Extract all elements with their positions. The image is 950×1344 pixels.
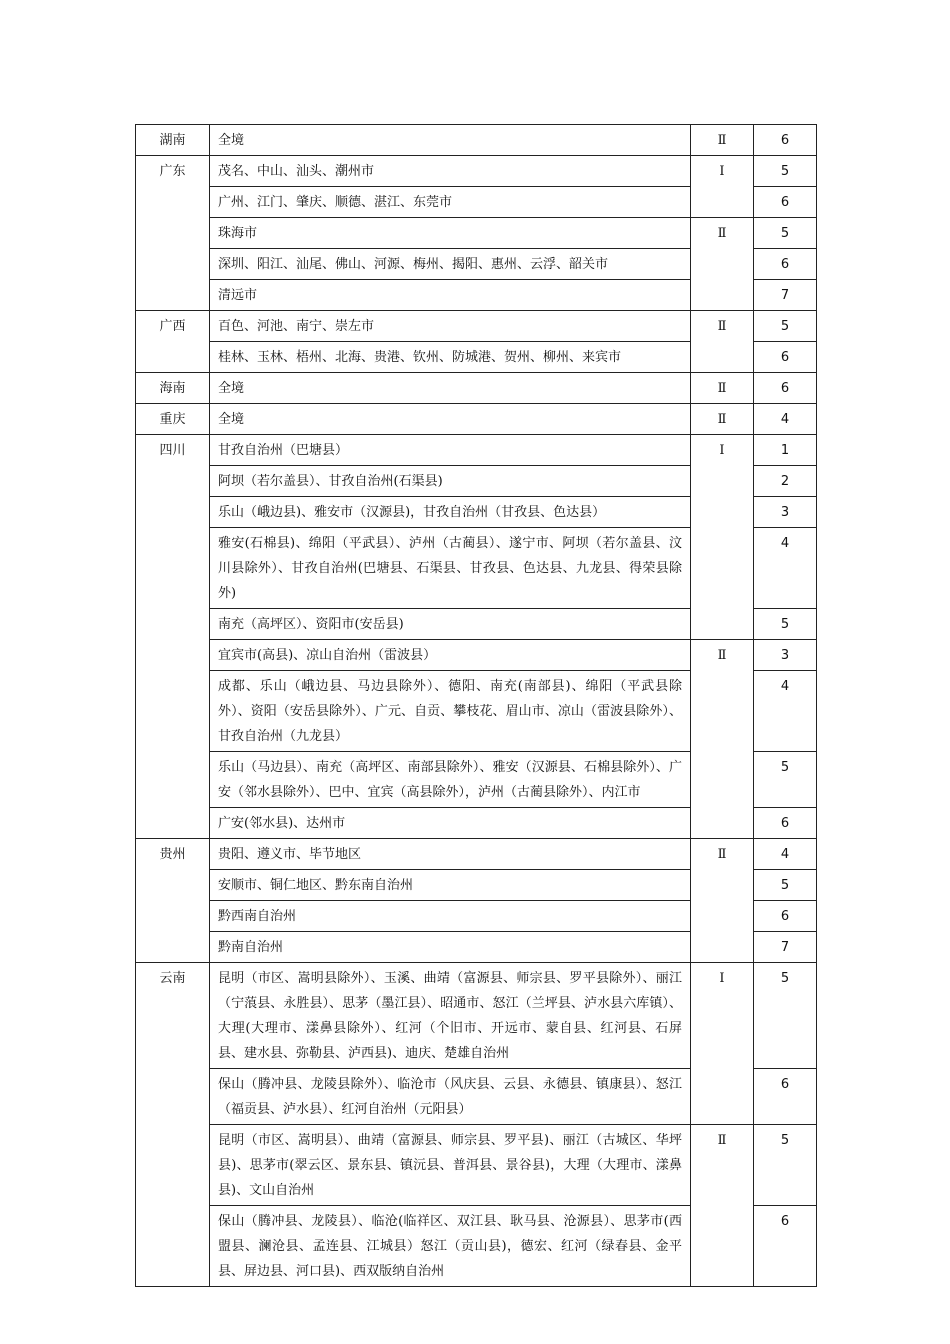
- area-cell: 宜宾市(高县)、凉山自治州（雷波县）: [210, 640, 691, 671]
- table-row: [136, 1125, 817, 1206]
- zone-cell: Ⅱ: [691, 640, 754, 839]
- value-cell: 3: [754, 497, 817, 528]
- value-cell: 7: [754, 280, 817, 311]
- value-cell: 4: [754, 671, 817, 752]
- area-cell: 广州、江门、肇庆、顺德、湛江、东莞市: [210, 187, 691, 218]
- value-cell: 5: [754, 963, 817, 1069]
- value-cell: 3: [754, 640, 817, 671]
- table-row: [136, 404, 817, 435]
- area-cell: 全境: [210, 404, 691, 435]
- zone-cell: Ⅱ: [691, 311, 754, 373]
- zone-cell: Ⅱ: [691, 125, 754, 156]
- table-row: [136, 373, 817, 404]
- area-cell: 雅安(石棉县)、绵阳（平武县）、泸州（古蔺县）、遂宁市、阿坝（若尔盖县、汶川县除外）、甘孜自治州(巴塘县、石渠县、甘孜县、色达县、九龙县、得荣县除外): [210, 528, 691, 609]
- value-cell: 6: [754, 249, 817, 280]
- value-cell: 7: [754, 932, 817, 963]
- area-cell: 贵阳、遵义市、毕节地区: [210, 839, 691, 870]
- province-cell: 云南: [136, 963, 210, 1287]
- value-cell: 6: [754, 125, 817, 156]
- area-cell: 保山（腾冲县、龙陵县除外）、临沧市（风庆县、云县、永德县、镇康县）、怒江（福贡县、泸水县）、红河自治州（元阳县）: [210, 1069, 691, 1125]
- area-cell: 全境: [210, 125, 691, 156]
- value-cell: 5: [754, 752, 817, 808]
- table-row: [136, 125, 817, 156]
- value-cell: 2: [754, 466, 817, 497]
- province-cell: 贵州: [136, 839, 210, 963]
- value-cell: 6: [754, 373, 817, 404]
- value-cell: 4: [754, 528, 817, 609]
- province-cell: 湖南: [136, 125, 210, 156]
- value-cell: 6: [754, 901, 817, 932]
- table-row: [136, 218, 817, 249]
- area-cell: 全境: [210, 373, 691, 404]
- province-cell: 海南: [136, 373, 210, 404]
- zone-cell: Ⅱ: [691, 839, 754, 963]
- area-cell: 黔南自治州: [210, 932, 691, 963]
- value-cell: 6: [754, 808, 817, 839]
- area-cell: 乐山（马边县）、南充（高坪区、南部县除外）、雅安（汉源县、石棉县除外）、广安（邻水县除外）、巴中、宜宾（高县除外），泸州（古蔺县除外）、内江市: [210, 752, 691, 808]
- value-cell: 5: [754, 1125, 817, 1206]
- value-cell: 4: [754, 404, 817, 435]
- value-cell: 1: [754, 435, 817, 466]
- zone-cell: Ⅱ: [691, 1125, 754, 1287]
- area-cell: 昆明（市区、嵩明县）、曲靖（富源县、师宗县、罗平县)、丽江（古城区、华坪县)、思茅市(翠云区、景东县、镇沅县、普洱县、景谷县)，大理（大理市、漾鼻县)、文山自治州: [210, 1125, 691, 1206]
- area-cell: 阿坝（若尔盖县）、甘孜自治州(石渠县): [210, 466, 691, 497]
- value-cell: 4: [754, 839, 817, 870]
- area-cell: 安顺市、铜仁地区、黔东南自治州: [210, 870, 691, 901]
- table-row: [136, 311, 817, 342]
- area-cell: 深圳、阳江、汕尾、佛山、河源、梅州、揭阳、惠州、云浮、韶关市: [210, 249, 691, 280]
- table-row: [136, 435, 817, 466]
- province-cell: 四川: [136, 435, 210, 839]
- area-cell: 桂林、玉林、梧州、北海、贵港、钦州、防城港、贺州、柳州、来宾市: [210, 342, 691, 373]
- area-cell: 黔西南自治州: [210, 901, 691, 932]
- province-cell: 重庆: [136, 404, 210, 435]
- area-cell: 南充（高坪区）、资阳市(安岳县): [210, 609, 691, 640]
- zone-cell: Ⅱ: [691, 373, 754, 404]
- value-cell: 6: [754, 187, 817, 218]
- value-cell: 5: [754, 156, 817, 187]
- value-cell: 5: [754, 609, 817, 640]
- zone-cell: Ⅰ: [691, 963, 754, 1125]
- zone-cell: Ⅰ: [691, 435, 754, 640]
- table-row: [136, 839, 817, 870]
- area-cell: 保山（腾冲县、龙陵县）、临沧(临祥区、双江县、耿马县、沧源县）、思茅市(西盟县、澜沧县、孟连县、江城县）怒江（贡山县)，德宏、红河（绿春县、金平县、屏边县、河口县)、西双版纳自治州: [210, 1206, 691, 1287]
- value-cell: 5: [754, 870, 817, 901]
- table-row: [136, 963, 817, 1069]
- value-cell: 6: [754, 1206, 817, 1287]
- zone-cell: Ⅰ: [691, 156, 754, 218]
- area-cell: 甘孜自治州（巴塘县）: [210, 435, 691, 466]
- area-cell: 广安(邻水县)、达州市: [210, 808, 691, 839]
- province-cell: 广西: [136, 311, 210, 373]
- value-cell: 5: [754, 218, 817, 249]
- value-cell: 5: [754, 311, 817, 342]
- table-row: [136, 640, 817, 671]
- area-cell: 珠海市: [210, 218, 691, 249]
- value-cell: 6: [754, 1069, 817, 1125]
- area-cell: 昆明（市区、嵩明县除外）、玉溪、曲靖（富源县、师宗县、罗平县除外）、丽江（宁蒗县、永胜县）、思茅（墨江县）、昭通市、怒江（兰坪县、泸水县六库镇）、大理(大理市、漾鼻县除外）、红河（个旧市、开远市、蒙自县、红河县、石屏县、建水县、弥勒县、泸西县)、迪庆、楚雄自治州: [210, 963, 691, 1069]
- zone-cell: Ⅱ: [691, 404, 754, 435]
- table-row: [136, 156, 817, 187]
- province-cell: 广东: [136, 156, 210, 311]
- area-cell: 茂名、中山、汕头、潮州市: [210, 156, 691, 187]
- value-cell: 6: [754, 342, 817, 373]
- area-cell: 清远市: [210, 280, 691, 311]
- area-cell: 百色、河池、南宁、崇左市: [210, 311, 691, 342]
- region-classification-table: [135, 124, 817, 1287]
- zone-cell: Ⅱ: [691, 218, 754, 311]
- area-cell: 乐山（峨边县)、雅安市（汉源县)，甘孜自治州（甘孜县、色达县）: [210, 497, 691, 528]
- area-cell: 成都、乐山（峨边县、马边县除外）、德阳、南充(南部县)、绵阳（平武县除外）、资阳（安岳县除外）、广元、自贡、攀枝花、眉山市、凉山（雷波县除外）、甘孜自治州（九龙县）: [210, 671, 691, 752]
